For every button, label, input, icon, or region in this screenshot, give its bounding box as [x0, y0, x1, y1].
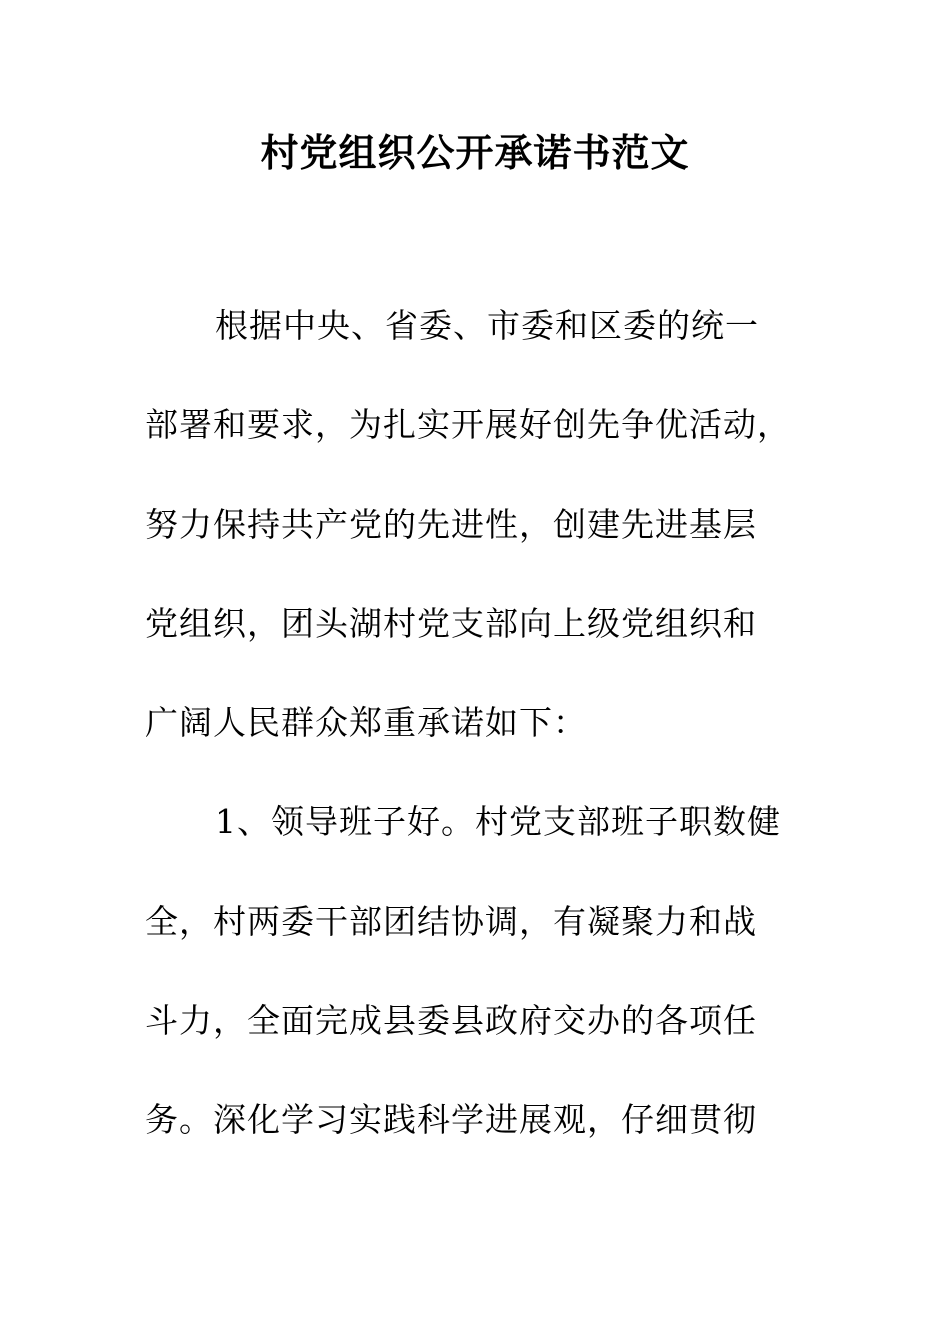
document-body — [145, 300, 805, 1194]
paragraph-line: 党组织，团头湖村党支部向上级党组织和 — [145, 603, 757, 643]
paragraph-line: 1、领导班子好。村党支部班子职数健 — [215, 802, 781, 842]
document-title: 村党组织公开承诺书范文 — [260, 130, 690, 175]
paragraph-line: 部署和要求，为扎实开展好创先争优活动， — [145, 405, 791, 445]
paragraph-line: 斗力，全面完成县委县政府交办的各项任 — [145, 1001, 757, 1041]
paragraph-line: 根据中央、省委、市委和区委的统一 — [215, 306, 759, 345]
paragraph-line: 务。深化学习实践科学进展观，仔细贯彻 — [145, 1100, 757, 1140]
paragraph-line: 广阔人民群众郑重承诺如下： — [145, 703, 587, 743]
paragraph-line: 全，村两委干部团结协调，有凝聚力和战 — [145, 901, 757, 941]
paragraph-line: 努力保持共产党的先进性，创建先进基层 — [145, 504, 757, 544]
